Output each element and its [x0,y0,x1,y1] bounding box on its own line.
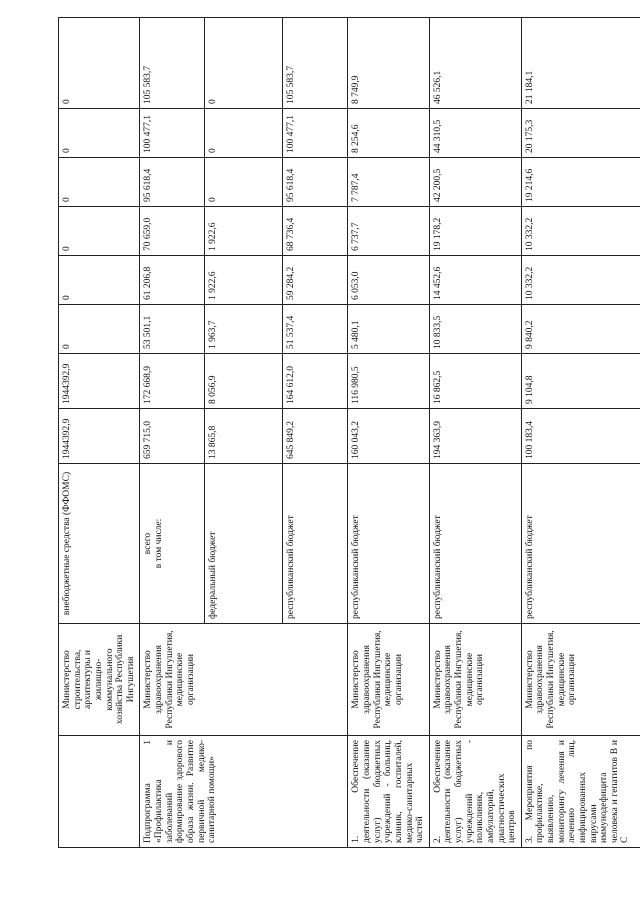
source-cell: всего в том числе: [140,464,205,624]
value-cell: 645 849,2 [283,409,348,464]
source-cell: федеральный бюджет [205,464,283,624]
source-cell: республиканский бюджет [283,464,348,624]
table-row [521,18,640,848]
value-cell: 1944392,9 [59,409,140,464]
value-cell: 51 537,4 [283,305,348,354]
value-cell: 8 056,9 [205,354,283,409]
source-cell: внебюджетные средства (ФФОМС) [59,464,140,624]
value-cell: 0 [205,109,283,158]
value-cell: 10 332,2 [521,256,640,305]
program-cell: 1. Обеспечение деятельности (оказание услуг) бюджетных учреждений - больниц, клиник, госпиталей, медико-санитарных частей [348,736,429,848]
executor-cell: Министерство здравоохранения Республики Ингушетия, медицинские организации [429,624,521,736]
value-cell: 10 332,2 [521,207,640,256]
executor-cell: Министерство здравоохранения Республики Ингушетия, медицинские организации [140,624,348,736]
value-cell: 19 178,2 [429,207,521,256]
value-cell: 95 618,4 [283,158,348,207]
value-cell: 14 452,6 [429,256,521,305]
value-cell: 68 736,4 [283,207,348,256]
value-cell: 0 [59,18,140,109]
value-cell: 61 206,8 [140,256,205,305]
value-cell: 0 [205,18,283,109]
executor-cell: Министерство строительства, архитектуры и жилищно-коммунального хозяйства Республики Ингушетия [59,624,140,736]
source-cell: республиканский бюджет [348,464,429,624]
value-cell: 100 183,4 [521,409,640,464]
table-row [140,18,205,848]
value-cell: 20 175,3 [521,109,640,158]
value-cell: 0 [59,305,140,354]
value-cell: 8 749,9 [348,18,429,109]
table-row [59,18,140,848]
value-cell: 172 668,9 [140,354,205,409]
value-cell: 95 618,4 [140,158,205,207]
value-cell: 53 501,1 [140,305,205,354]
table-row [348,18,429,848]
value-cell: 105 583,7 [283,18,348,109]
value-cell: 1944392,9 [59,354,140,409]
value-cell: 10 833,5 [429,305,521,354]
value-cell: 9 840,2 [521,305,640,354]
value-cell: 1 922,6 [205,256,283,305]
value-cell: 0 [59,158,140,207]
rotated-table-wrapper [58,18,631,848]
value-cell: 21 184,1 [521,18,640,109]
value-cell: 6 053,0 [348,256,429,305]
program-cell: 3. Мероприятия по профилактике, выявлению, мониторингу лечения и лечению лиц, инфицированных вирусами иммунодефицита человека и гепатитов B и C [521,736,640,848]
value-cell: 5 480,1 [348,305,429,354]
program-cell: 2. Обеспечение деятельности (оказание услуг) бюджетных учреждений - поликлиник, амбулаторий, диагностических центров [429,736,521,848]
source-cell: республиканский бюджет [429,464,521,624]
program-cell: Подпрограмма 1 «Профилактика заболеваний и формирование здорового образа жизни. Развитие первичной медико-санитарной помощи» [140,736,348,848]
value-cell: 0 [59,256,140,305]
value-cell: 0 [59,207,140,256]
value-cell: 9 104,8 [521,354,640,409]
program-cell [59,736,140,848]
source-cell: республиканский бюджет [521,464,640,624]
executor-cell: Министерство здравоохранения Республики Ингушетия, медицинские организации [521,624,640,736]
executor-cell: Министерство здравоохранения Республики Ингушетия, медицинские организации [348,624,429,736]
table-row [429,18,521,848]
value-cell: 194 363,9 [429,409,521,464]
value-cell: 8 254,6 [348,109,429,158]
value-cell: 100 477,1 [140,109,205,158]
value-cell: 116 980,5 [348,354,429,409]
value-cell: 59 284,2 [283,256,348,305]
value-cell: 70 659,0 [140,207,205,256]
value-cell: 105 583,7 [140,18,205,109]
value-cell: 1 922,6 [205,207,283,256]
value-cell: 44 310,5 [429,109,521,158]
value-cell: 0 [205,158,283,207]
value-cell: 659 715,0 [140,409,205,464]
value-cell: 42 200,5 [429,158,521,207]
value-cell: 1 963,7 [205,305,283,354]
value-cell: 6 737,7 [348,207,429,256]
value-cell: 164 612,0 [283,354,348,409]
value-cell: 46 526,1 [429,18,521,109]
value-cell: 13 865,8 [205,409,283,464]
value-cell: 100 477,1 [283,109,348,158]
value-cell: 160 043,2 [348,409,429,464]
budget-table [58,17,640,848]
value-cell: 16 862,5 [429,354,521,409]
value-cell: 19 214,6 [521,158,640,207]
value-cell: 7 787,4 [348,158,429,207]
value-cell: 0 [59,109,140,158]
